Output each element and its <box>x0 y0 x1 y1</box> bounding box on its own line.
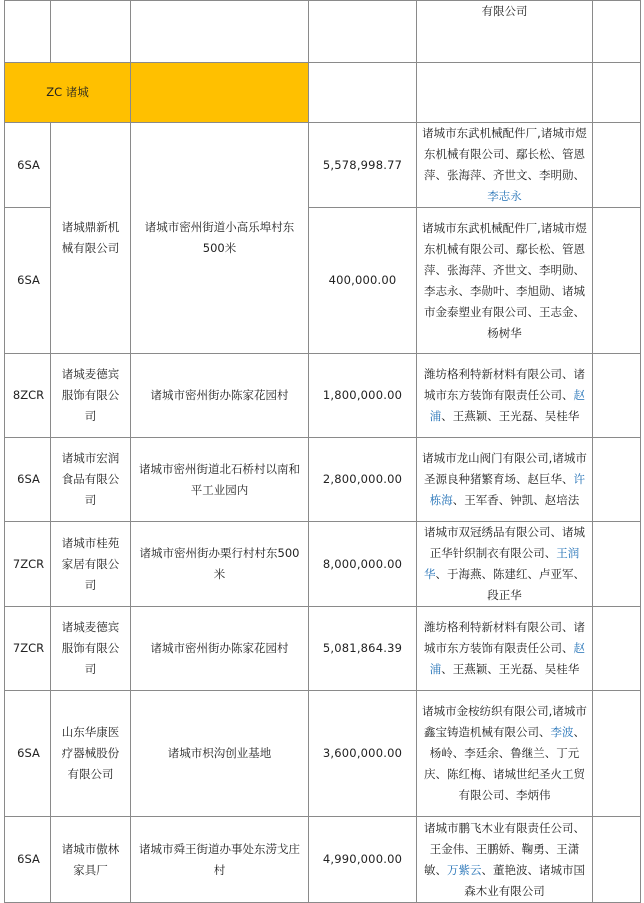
empty-cell <box>417 63 593 123</box>
code-cell <box>5 1 51 63</box>
partner-text: 诸城市东武机械配件厂,诸城市煜东机械有限公司、鄢长松、管恩萍、张海萍、齐世文、李明勋、 <box>422 126 587 182</box>
partners-cell <box>417 817 593 903</box>
table-row <box>5 1 641 63</box>
partners-cell <box>417 208 593 354</box>
note-cell <box>593 1 641 63</box>
partner-text: 、于海燕、陈建红、卢亚军、段正华 <box>435 567 585 602</box>
partner-text: 诸城市龙山阀门有限公司,诸城市圣源良种猪繁育场、赵巨华、 <box>422 451 587 486</box>
section-row <box>5 63 641 123</box>
code-cell: 7ZCR <box>5 607 51 691</box>
address-cell: 诸城市密州街办陈家花园村 <box>131 354 309 438</box>
partners-cell <box>417 691 593 817</box>
partner-text: 、王军香、钟凯、赵培法 <box>452 493 580 507</box>
company-cell: 山东华康医疗器械股份有限公司 <box>51 691 131 817</box>
address-cell: 诸城市密州街道北石桥村以南和平工业园内 <box>131 438 309 522</box>
section-label-text: ZC 诸城 <box>46 85 89 99</box>
highlighted-name: 李波 <box>550 725 574 739</box>
empty-cell <box>593 63 641 123</box>
note-cell <box>593 354 641 438</box>
data-table <box>4 0 641 903</box>
code-cell: 6SA <box>5 691 51 817</box>
highlighted-name: 王润华 <box>424 546 580 581</box>
partners-cell <box>417 522 593 607</box>
partner-text: 诸城市双冠绣品有限公司、诸城正华针织制衣有限公司、 <box>424 525 585 560</box>
note-cell <box>593 208 641 354</box>
amount-cell: 400,000.00 <box>309 208 417 354</box>
highlighted-name: 万紫云 <box>447 862 482 877</box>
highlighted-name: 赵浦 <box>429 641 585 676</box>
section-label <box>5 63 131 123</box>
note-cell <box>593 691 641 817</box>
partner-text: 、王燕颖、王光磊、吴桂华 <box>441 662 580 676</box>
table-row <box>5 438 641 522</box>
partner-text: 诸城市鹏飞木业有限责任公司、王金伟、王鹏娇、鞠勇、王潇敏、 <box>424 820 585 877</box>
address-cell: 诸城市密州街办栗行村村东500米 <box>131 522 309 607</box>
address-cell: 诸城市枳沟创业基地 <box>131 691 309 817</box>
table-row <box>5 817 641 903</box>
address-cell: 诸城市舜王街道办事处东涝戈庄村 <box>131 817 309 903</box>
partner-text: 潍坊格利特新材料有限公司、诸城市东方装饰有限责任公司、 <box>424 620 585 655</box>
code-cell: 6SA <box>5 123 51 208</box>
company-cell <box>51 1 131 63</box>
code-cell: 6SA <box>5 438 51 522</box>
company-cell: 诸城市宏润食品有限公司 <box>51 438 131 522</box>
empty-cell <box>309 63 417 123</box>
partner-text: 、董艳波、诸城市国森木业有限公司 <box>464 862 585 898</box>
note-cell <box>593 123 641 208</box>
highlighted-name: 许栋海 <box>429 472 585 507</box>
note-cell <box>593 438 641 522</box>
note-cell <box>593 817 641 903</box>
company-cell: 诸城市桂苑家居有限公司 <box>51 522 131 607</box>
amount-cell: 5,578,998.77 <box>309 123 417 208</box>
amount-cell: 3,600,000.00 <box>309 691 417 817</box>
amount-cell: 4,990,000.00 <box>309 817 417 903</box>
company-cell: 诸城麦德宾服饰有限公司 <box>51 354 131 438</box>
table-row <box>5 691 641 817</box>
code-cell: 8ZCR <box>5 354 51 438</box>
partners-cell <box>417 354 593 438</box>
table-row <box>5 123 641 208</box>
table-row <box>5 354 641 438</box>
partner-text: 、杨岭、李廷余、鲁继兰、丁元庆、陈红梅、诸城世纪圣火工贸有限公司、李炳伟 <box>424 725 585 802</box>
amount-cell: 1,800,000.00 <box>309 354 417 438</box>
partners-cell <box>417 438 593 522</box>
note-cell <box>593 607 641 691</box>
partners-cell <box>417 607 593 691</box>
address-cell: 诸城市密州街办陈家花园村 <box>131 607 309 691</box>
partner-text: 诸城市东武机械配件厂,诸城市煜东机械有限公司、鄢长松、管恩萍、张海萍、齐世文、李明勋、李志永、李勋叶、李旭勋、诸城市金泰塑业有限公司、王志金、杨树华 <box>422 220 587 340</box>
address-cell <box>131 1 309 63</box>
amount-cell: 2,800,000.00 <box>309 438 417 522</box>
code-cell: 6SA <box>5 208 51 354</box>
highlighted-name: 赵浦 <box>429 388 585 423</box>
company-cell: 诸城麦德宾服饰有限公司 <box>51 607 131 691</box>
amount-cell: 8,000,000.00 <box>309 522 417 607</box>
amount-cell: 5,081,864.39 <box>309 607 417 691</box>
partners-cell <box>417 123 593 208</box>
table-row <box>5 607 641 691</box>
partner-text: 诸城市金桉纺织有限公司,诸城市鑫宝铸造机械有限公司、 <box>422 704 587 739</box>
partner-text: 、王燕颖、王光磊、吴桂华 <box>441 409 580 423</box>
partner-text: 潍坊格利特新材料有限公司、诸城市东方装饰有限责任公司、 <box>424 367 585 402</box>
code-cell: 7ZCR <box>5 522 51 607</box>
amount-cell <box>309 1 417 63</box>
note-cell <box>593 522 641 607</box>
code-cell: 6SA <box>5 817 51 903</box>
company-cell: 诸城市傲林家具厂 <box>51 817 131 903</box>
table-row <box>5 522 641 607</box>
partners-cell: 有限公司 <box>417 1 593 63</box>
highlighted-name: 李志永 <box>487 189 522 203</box>
company-cell: 诸城鼎新机械有限公司 <box>51 123 131 354</box>
section-fill-cell <box>131 63 309 123</box>
address-cell: 诸城市密州街道小高乐埠村东500米 <box>131 123 309 354</box>
